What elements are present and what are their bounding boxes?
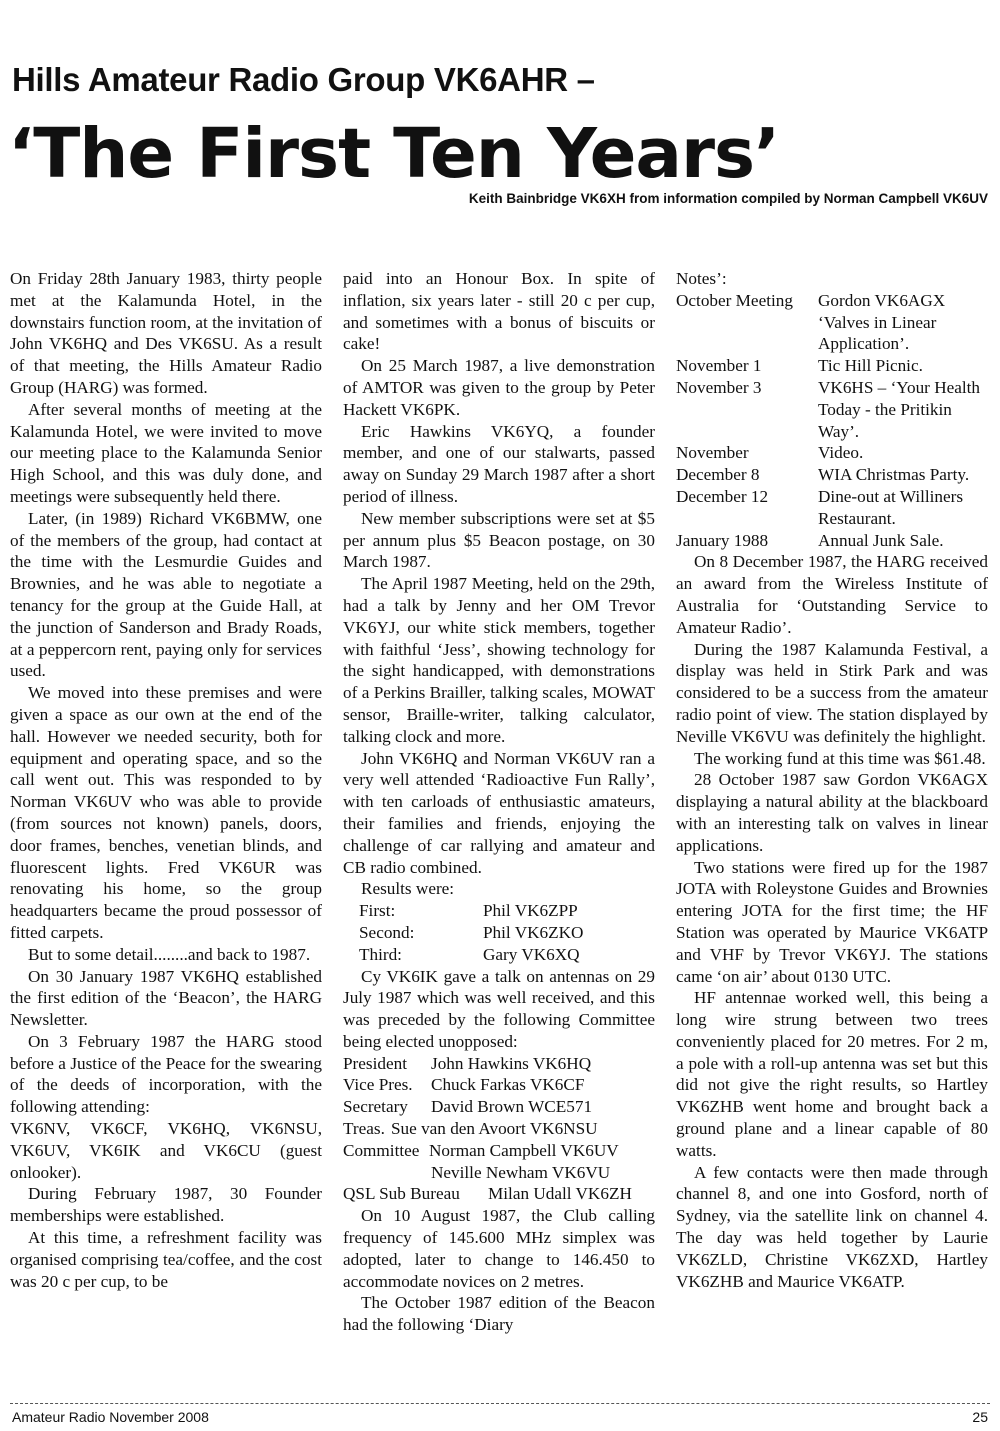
results-row [343, 944, 655, 966]
paragraph: A few contacts were then made through channel 8, and one into Gosford, north of Sydney, via the satellite link on channel 4. The day was held together by Laurie VK6ZLD, Christine VK6ZXD, Hartley VK6ZHB and Maurice VK6ATP. [676, 1162, 988, 1291]
result-place: Third: [359, 944, 402, 964]
committee-row [343, 1183, 655, 1205]
committee-row [343, 1162, 655, 1184]
committee-name: John Hawkins VK6HQ [431, 1053, 592, 1073]
committee-name: Milan Udall VK6ZH [488, 1184, 632, 1204]
diary-date: November [676, 443, 749, 463]
paragraph: On 30 January 1987 VK6HQ established the first edition of the ‘Beacon’, the HARG Newsletter. [10, 966, 322, 1030]
paragraph: On 3 February 1987 the HARG stood before a Justice of the Peace for the swearing of the deeds of incorporation, with the following attending: [10, 1031, 322, 1117]
result-place: First: [359, 901, 396, 921]
committee-name: David Brown WCE571 [431, 1097, 593, 1117]
committee-role [343, 1162, 431, 1184]
committee-row [343, 1140, 655, 1162]
diary-date: October Meeting [676, 290, 793, 310]
paragraph: paid into an Honour Box. In spite of inflation, six years later - still 20 c per cup, and sometimes with a bonus of biscuits or cake! [343, 269, 655, 354]
column-2 [343, 268, 655, 1336]
committee-role: Committee [343, 1140, 420, 1160]
paragraph: John VK6HQ and Norman VK6UV ran a very well attended ‘Radioactive Fun Rally’, with ten carloads of enthusiastic amateurs, their families and friends, enjoying the challenge of car rallying and amateur and CB radio combined. [343, 748, 655, 877]
paragraph: After several months of meeting at the Kalamunda Hotel, we were invited to move our meeting place to the Kalamunda Senior High School, and this was duly done, and meetings were subsequently held there. [10, 399, 322, 506]
result-name: Phil VK6ZPP [483, 901, 578, 921]
diary-date: December 12 [676, 486, 769, 506]
results-row [343, 900, 655, 922]
paragraph: HF antennae worked well, this being a long wire strung between two trees conveniently placed for 20 metres. For 2 m, a pole with a roll-up antenna was set but this did not give the right results, so Hartley VK6ZHB went home and brought back a ground plane and a linear capable of 80 watts. [676, 988, 988, 1160]
article-headline: ‘The First Ten Years’ [8, 114, 780, 194]
results-list [343, 900, 655, 965]
diary-date: January 1988 [676, 530, 769, 550]
committee-name: Neville Newham VK6VU [431, 1162, 611, 1182]
column-3 [676, 268, 988, 1292]
paragraph: 28 October 1987 saw Gordon VK6AGX displaying a natural ability at the blackboard with an interesting talk on valves in linear applications. [676, 770, 988, 855]
paragraph: On 10 August 1987, the Club calling frequency of 145.600 MHz simplex was adopted, later to change to 146.450 to accommodate novices on 2 metres. [343, 1206, 655, 1291]
committee-name: Chuck Farkas VK6CF [431, 1075, 585, 1095]
article-kicker: Hills Amateur Radio Group VK6AHR – [12, 61, 595, 98]
diary-event: Gordon VK6AGX ‘Valves in Linear Application’. [818, 290, 946, 354]
footer-divider [10, 1403, 990, 1404]
diary-event: Dine-out at Williners Restaurant. [818, 486, 964, 528]
result-name: Phil VK6ZKO [483, 922, 584, 942]
result-place: Second: [359, 922, 415, 942]
paragraph: During February 1987, 30 Founder memberships were established. [10, 1184, 322, 1226]
paragraph: The April 1987 Meeting, held on the 29th, had a talk by Jenny and her OM Trevor VK6YJ, our white stick members, together with faithful ‘Jess’, showing technology for the sight handicapped, with demonstrations of a Perkins Brailler, talking scales, MOWAT sensor, Braille-writer, talking calculator, talking clock and more. [343, 574, 655, 746]
committee-row [343, 1074, 655, 1096]
committee-role: President [343, 1053, 407, 1073]
committee-role: Treas. [343, 1119, 385, 1139]
attendees-list: VK6NV, VK6CF, VK6HQ, VK6NSU, VK6UV, VK6IK and VK6CU (guest onlooker). [10, 1119, 322, 1182]
paragraph: The October 1987 edition of the Beacon had the following ‘Diary [343, 1293, 655, 1335]
committee-list [343, 1053, 655, 1206]
diary-list [676, 290, 988, 552]
committee-role: QSL Sub Bureau [343, 1184, 460, 1204]
paragraph: We moved into these premises and were given a space as our own at the end of the hall. However we needed security, both for equipment and operating space, and so the call went out. This was responded to by Norman VK6UV who was able to provide (from sources not known) panels, doors, door frames, benches, venetian blinds, and fluorescent lights. Fred VK6UR was renovating his home, so the group headquarters became the proud possessor of fitted carpets. [10, 683, 322, 942]
paragraph: At this time, a refreshment facility was organised comprising tea/coffee, and the cost was 20 c per cup, to be [10, 1228, 322, 1291]
committee-row [343, 1118, 655, 1140]
diary-event: VK6HS – ‘Your Health Today - the Pritikin Way’. [818, 377, 981, 441]
diary-event: WIA Christmas Party. [818, 465, 970, 485]
paragraph: Two stations were fired up for the 1987 JOTA with Roleystone Guides and Brownies entering JOTA for the first time; the HF Station was operated by Maurice VK6ATP and VHF by Trevor VK6YJ. The stations came ‘on air’ about 0130 UTC. [676, 857, 988, 986]
diary-event: Annual Junk Sale. [818, 530, 944, 550]
diary-event: Tic Hill Picnic. [818, 356, 923, 376]
paragraph: On 25 March 1987, a live demonstration of AMTOR was given to the group by Peter Hackett VK6PK. [343, 356, 655, 419]
committee-name: Norman Campbell VK6UV [429, 1140, 619, 1160]
committee-name: Sue van den Avoort VK6NSU [391, 1119, 598, 1139]
committee-row [343, 1053, 655, 1075]
article-byline: Keith Bainbridge VK6XH from information compiled by Norman Campbell VK6UV [468, 191, 988, 206]
results-intro: Results were: [361, 879, 455, 899]
paragraph: During the 1987 Kalamunda Festival, a display was held in Stirk Park and was considered to be a success from the amateur radio point of view. The station displayed by Neville VK6VU was definitely the highlight. [676, 639, 988, 746]
page-number: 25 [972, 1409, 988, 1425]
result-name: Gary VK6XQ [483, 944, 580, 964]
results-row [343, 922, 655, 944]
paragraph: But to some detail........and back to 1987. [28, 944, 311, 964]
paragraph: On 8 December 1987, the HARG received an award from the Wireless Institute of Australia for ‘Outstanding Service to Amateur Radio’. [676, 552, 988, 637]
paragraph: New member subscriptions were set at $5 per annum plus $5 Beacon postage, on 30 March 1987. [343, 508, 655, 572]
diary-date: December 8 [676, 465, 760, 485]
diary-date: November 3 [676, 377, 762, 397]
paragraph: The working fund at this time was $61.48. [694, 748, 986, 768]
committee-role: Vice Pres. [343, 1075, 413, 1095]
paragraph: Cy VK6IK gave a talk on antennas on 29 July 1987 which was well received, and this was preceded by the following Committee being elected unopposed: [343, 966, 655, 1051]
committee-row [343, 1096, 655, 1118]
publication-name: Amateur Radio November 2008 [12, 1409, 209, 1425]
committee-role: Secretary [343, 1097, 408, 1117]
diary-notes-heading: Notes’: [676, 269, 727, 288]
diary-date: November 1 [676, 356, 762, 376]
paragraph: On Friday 28th January 1983, thirty people met at the Kalamunda Hotel, in the downstairs function room, at the invitation of John VK6HQ and Des VK6SU. As a result of that meeting, the Hills Amateur Radio Group (HARG) was formed. [10, 269, 322, 397]
column-1 [10, 268, 322, 1292]
paragraph: Eric Hawkins VK6YQ, a founder member, and one of our stalwarts, passed away on Sunday 29 March 1987 after a short period of illness. [343, 421, 655, 506]
diary-event: Video. [818, 443, 864, 463]
paragraph: Later, (in 1989) Richard VK6BMW, one of the members of the group, had contact at the time with the Lesmurdie Guides and Brownies, and he was able to negotiate a tenancy for the group at the Guide Hall, at the junction of Sanderson and Brady Roads, at a peppercorn rent, paying only for services used. [10, 508, 322, 681]
